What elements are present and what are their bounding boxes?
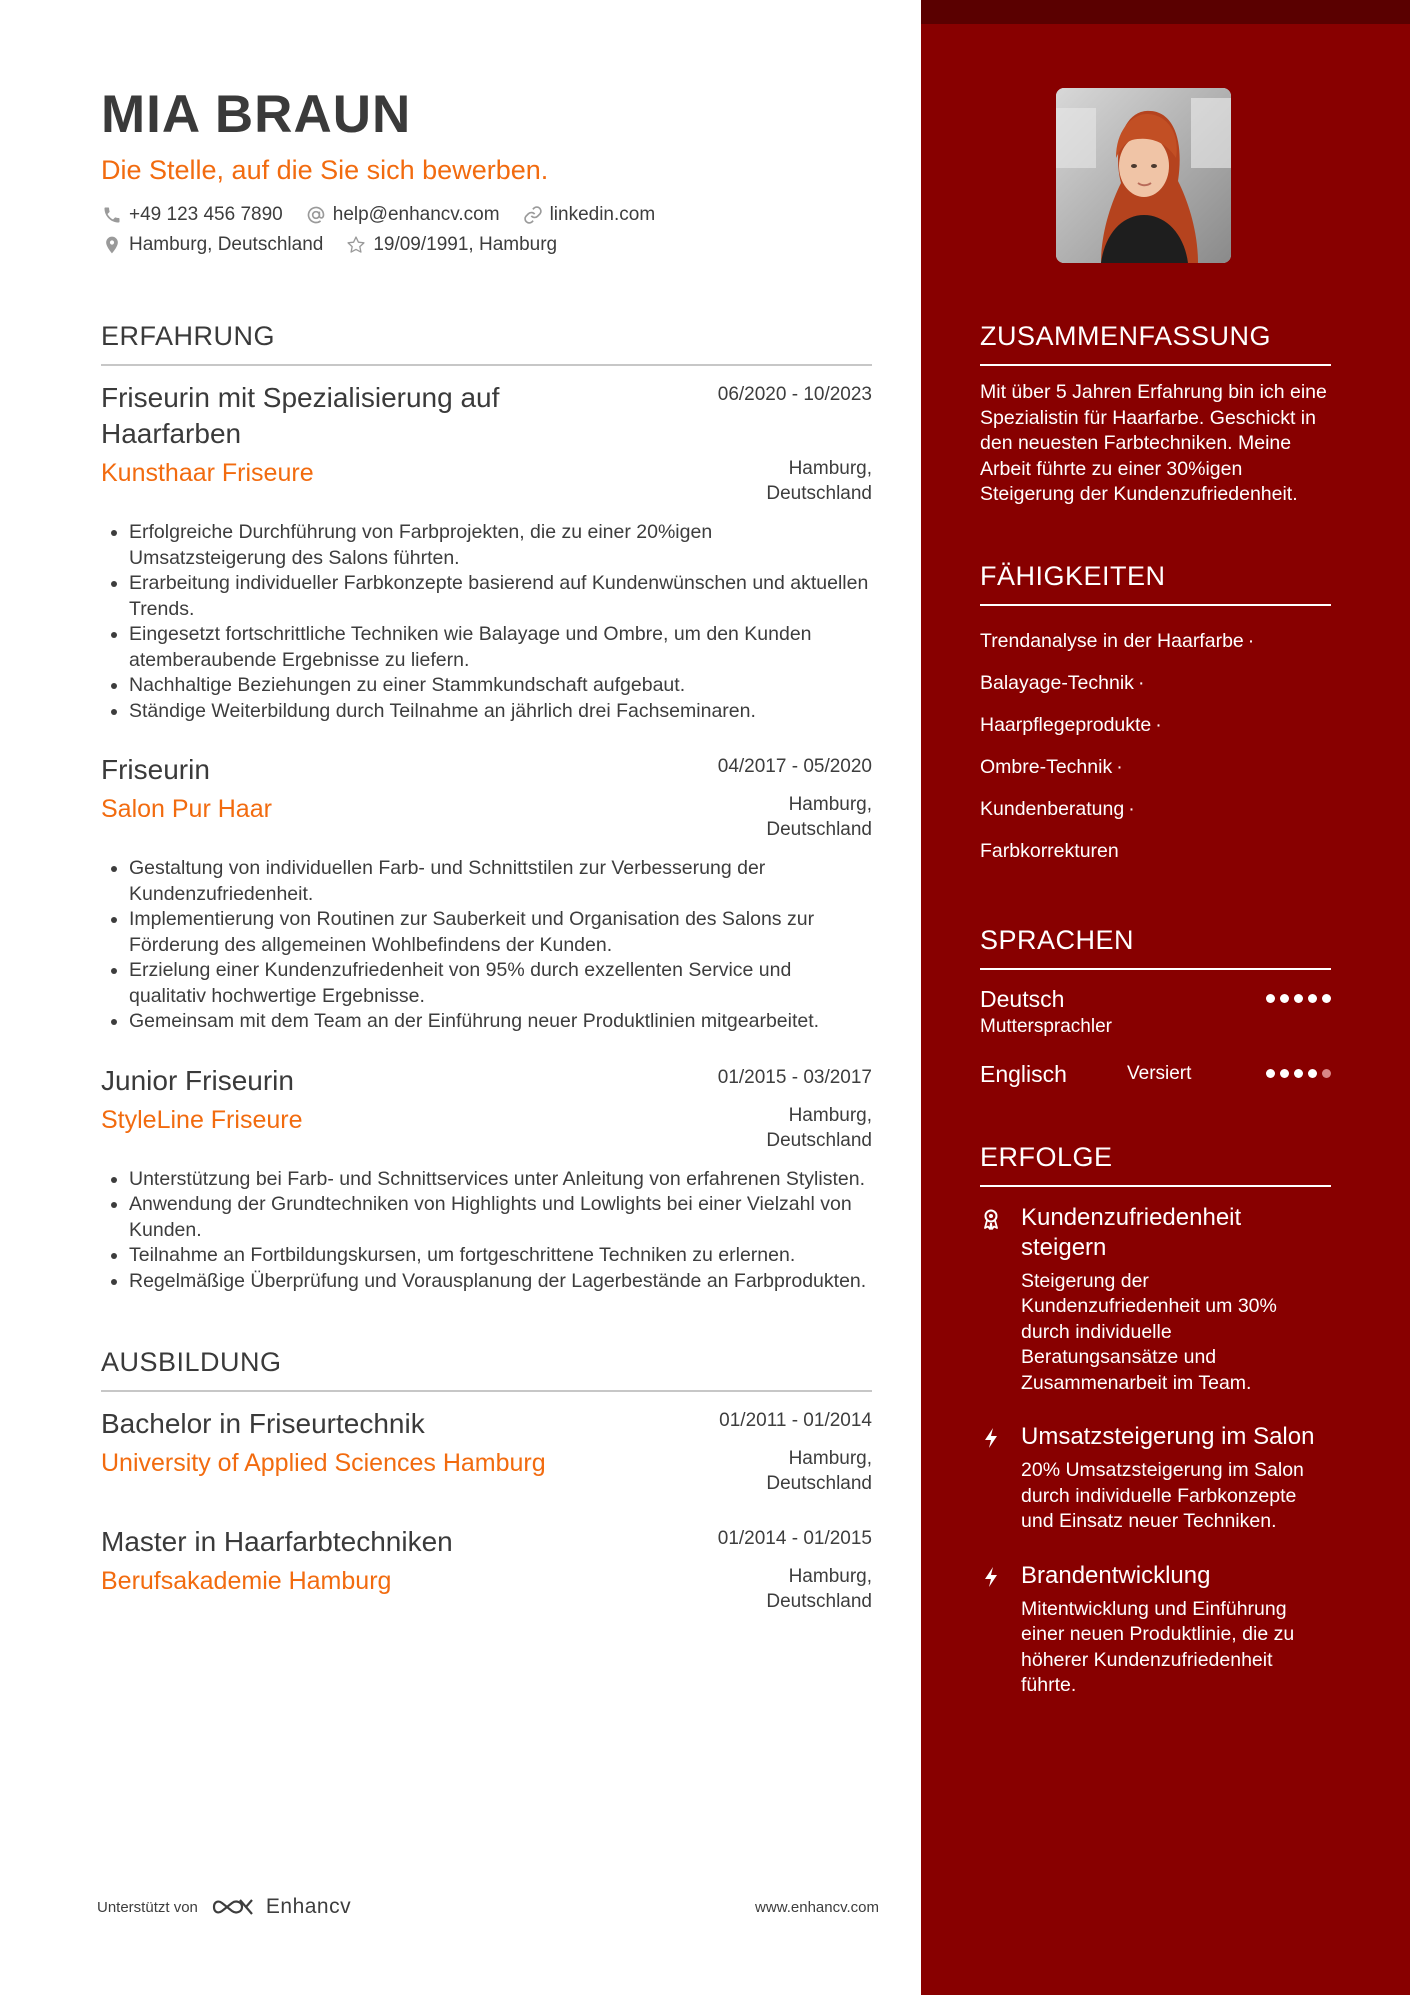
enhancv-logo-icon — [210, 1895, 256, 1919]
rating-dot-filled — [1266, 1069, 1275, 1078]
candidate-name: MIA BRAUN — [101, 85, 412, 144]
email-contact[interactable] — [305, 204, 500, 226]
bullet-item: • Gemeinsam mit dem Team an der Einführung neuer Produktlinien mitgearbeitet. — [129, 1009, 872, 1035]
linkedin-url: linkedin.com — [549, 204, 656, 225]
skill-separator: · — [1247, 629, 1255, 652]
education-heading: AUSBILDUNG — [101, 1344, 872, 1392]
skills-heading: FÄHIGKEITEN — [980, 558, 1331, 606]
bullet-item: • Regelmäßige Überprüfung und Vorausplanung der Lagerbestände an Farbprodukten. — [129, 1269, 872, 1295]
skill-label: Trendanalyse in der Haarfarbe — [980, 629, 1244, 652]
job-bullets — [101, 856, 872, 1035]
achievement-title: Brandentwicklung — [1021, 1561, 1211, 1589]
bullet-item: • Anwendung der Grundtechniken von Highlights und Lowlights bei einer Vielzahl von Kunden. — [129, 1192, 872, 1243]
job-location: Hamburg, Deutschland — [766, 1104, 872, 1151]
rating-dot-filled — [1294, 994, 1303, 1003]
skill-separator: · — [1116, 755, 1123, 778]
school-location: Hamburg, Deutschland — [766, 1566, 872, 1612]
language-name: Deutsch — [980, 985, 1065, 1012]
experience-heading: ERFAHRUNG — [101, 318, 872, 366]
experience-entry — [101, 1063, 872, 1295]
birth-contact — [345, 234, 557, 256]
rating-dot-filled — [1322, 994, 1331, 1003]
education-entry — [101, 1524, 872, 1614]
job-title: Friseurin mit Spezialisierung auf Haarfarben — [101, 382, 500, 449]
job-title: Junior Friseurin — [101, 1064, 294, 1096]
rating-dot-filled — [1266, 994, 1275, 1003]
link-icon — [522, 204, 544, 226]
summary-section — [980, 318, 1331, 508]
contact-info — [101, 200, 872, 260]
profile-photo — [1056, 88, 1231, 263]
company-name: Salon Pur Haar — [101, 795, 272, 823]
language-rating — [1261, 984, 1331, 1014]
achievement-title: Kundenzufriedenheit steigern — [1021, 1203, 1242, 1261]
sidebar — [921, 0, 1410, 1995]
bullet-item: • Unterstützung bei Farb- und Schnittservices unter Anleitung von erfahrenen Stylisten. — [129, 1167, 872, 1193]
at-sign-icon — [305, 204, 327, 226]
achievement-item — [980, 1422, 1331, 1535]
star-icon — [345, 234, 367, 256]
bullet-item: • Eingesetzt fortschrittliche Techniken wie Balayage und Ombre, um den Kunden atemberaubende Ergebnisse zu liefern. — [129, 622, 872, 673]
language-level: Muttersprachler — [980, 1015, 1112, 1037]
sidebar-content — [980, 318, 1331, 1699]
rating-dot-filled — [1280, 994, 1289, 1003]
skill-label: Haarpflegeprodukte — [980, 713, 1152, 736]
job-bullets — [101, 520, 872, 724]
experience-entry — [101, 380, 872, 724]
job-title: Friseurin — [101, 754, 210, 785]
skill-separator: · — [1155, 713, 1162, 736]
sidebar-top-bar — [921, 0, 1410, 24]
lightning-icon — [980, 1561, 1002, 1591]
achievement-desc: Mitentwicklung und Einführung einer neuen Produktlinie, die zu höherer Kundenzufriedenheit führte. — [1021, 1597, 1295, 1696]
skill-label: Ombre-Technik — [980, 755, 1113, 778]
experience-section — [101, 318, 872, 1294]
rating-dot-filled — [1308, 994, 1317, 1003]
experience-entry — [101, 752, 872, 1035]
language-level: Versiert — [1127, 1062, 1192, 1084]
degree-title: Bachelor in Friseurtechnik — [101, 1408, 425, 1439]
achievement-item — [980, 1561, 1331, 1699]
summary-text: Mit über 5 Jahren Erfahrung bin ich eine Spezialistin für Haarfarbe. Geschickt in den neuesten Farbtechniken. Meine Arbeit führte zu einer 30%igen Steigerung der Kundenzufriedenheit. — [980, 381, 1327, 505]
skill-label: Kundenberatung — [980, 797, 1125, 820]
award-icon — [980, 1203, 1002, 1233]
bullet-item: • Gestaltung von individuellen Farb- und Schnittstilen zur Verbesserung der Kundenzufriedenheit. — [129, 856, 872, 907]
skills-section — [980, 558, 1331, 872]
summary-heading: ZUSAMMENFASSUNG — [980, 318, 1331, 366]
skill-item — [980, 788, 1331, 830]
linkedin-contact[interactable] — [522, 204, 656, 226]
language-rating — [1261, 1059, 1331, 1089]
company-name: StyleLine Friseure — [101, 1105, 303, 1134]
bullet-item: • Implementierung von Routinen zur Sauberkeit und Organisation des Salons zur Förderung des allgemeinen Wohlbefindens der Kunden. — [129, 907, 872, 958]
skill-item — [980, 830, 1331, 872]
school-location: Hamburg, Deutschland — [766, 1448, 872, 1494]
language-item — [980, 984, 1331, 1039]
phone-number: +49 123 456 7890 — [129, 204, 283, 225]
language-item — [980, 1059, 1331, 1089]
achievements-heading: ERFOLGE — [980, 1139, 1331, 1187]
languages-section — [980, 922, 1331, 1089]
job-location: Hamburg, Deutschland — [766, 458, 872, 504]
skill-label: Balayage-Technik — [980, 671, 1134, 694]
bullet-item: • Nachhaltige Beziehungen zu einer Stammkundschaft aufgebaut. — [129, 673, 872, 699]
enhancv-logo[interactable] — [210, 1895, 351, 1919]
bullet-item: • Erarbeitung individueller Farbkonzepte basierend auf Kundenwünschen und aktuellen Trends. — [129, 571, 872, 622]
degree-dates: 01/2011 - 01/2014 — [719, 1410, 872, 1431]
bullet-item: • Ständige Weiterbildung durch Teilnahme an jährlich drei Fachseminaren. — [129, 699, 872, 725]
location-contact — [101, 234, 323, 256]
location-pin-icon — [101, 234, 123, 256]
powered-by — [97, 1895, 351, 1919]
school-name: Berufsakademie Hamburg — [101, 1567, 392, 1595]
enhancv-brand: Enhancv — [265, 1895, 352, 1918]
bullet-item: • Erzielung einer Kundenzufriedenheit von 95% durch exzellenten Service und qualitativ hochwertige Ergebnisse. — [129, 958, 872, 1009]
skill-item — [980, 662, 1331, 704]
footer-url[interactable]: www.enhancv.com — [755, 1898, 879, 1916]
language-name: Englisch — [980, 1060, 1067, 1087]
main-column — [101, 80, 872, 1614]
company-name: Kunsthaar Friseure — [101, 459, 314, 487]
job-dates: 01/2015 - 03/2017 — [717, 1066, 872, 1088]
job-tagline: Die Stelle, auf die Sie sich bewerben. — [101, 155, 549, 185]
phone-icon — [101, 204, 123, 226]
bullet-item: • Erfolgreiche Durchführung von Farbprojekten, die zu einer 20%igen Umsatzsteigerung des Salons führten. — [129, 520, 872, 571]
education-section — [101, 1344, 872, 1614]
job-location: Hamburg, Deutschland — [766, 794, 872, 840]
skill-label: Farbkorrekturen — [980, 839, 1119, 862]
languages-heading: SPRACHEN — [980, 922, 1331, 970]
footer — [97, 1895, 879, 1919]
achievement-title: Umsatzsteigerung im Salon — [1021, 1423, 1315, 1450]
job-dates: 06/2020 - 10/2023 — [717, 384, 872, 405]
degree-title: Master in Haarfarbtechniken — [101, 1526, 453, 1557]
degree-dates: 01/2014 - 01/2015 — [717, 1528, 872, 1549]
rating-dot-filled — [1294, 1069, 1303, 1078]
email-address: help@enhancv.com — [332, 204, 500, 225]
phone-contact[interactable] — [101, 204, 283, 226]
skill-separator: · — [1137, 671, 1145, 694]
rating-dot-filled — [1280, 1069, 1289, 1078]
birth-info: 19/09/1991, Hamburg — [373, 234, 558, 255]
school-name: University of Applied Sciences Hamburg — [101, 1449, 546, 1477]
skills-list — [980, 620, 1331, 872]
job-bullets — [101, 1167, 872, 1295]
achievements-section — [980, 1139, 1331, 1699]
skill-separator: · — [1128, 797, 1135, 820]
rating-dot-filled — [1308, 1069, 1317, 1078]
achievement-desc: 20% Umsatzsteigerung im Salon durch individuelle Farbkonzepte und Einsatz neuer Techniken. — [1021, 1459, 1304, 1532]
skill-item — [980, 704, 1331, 746]
achievement-item — [980, 1203, 1331, 1397]
location-text: Hamburg, Deutschland — [129, 234, 324, 255]
achievement-desc: Steigerung der Kundenzufriedenheit um 30% durch individuelle Beratungsansätze und Zusammenarbeit im Team. — [1021, 1269, 1277, 1394]
education-entry — [101, 1406, 872, 1496]
job-dates: 04/2017 - 05/2020 — [717, 756, 872, 777]
powered-by-label: Unterstützt von — [97, 1898, 198, 1916]
skill-item — [980, 746, 1331, 788]
rating-dot-empty — [1322, 1069, 1331, 1078]
bullet-item: • Teilnahme an Fortbildungskursen, um fortgeschrittene Techniken zu erlernen. — [129, 1243, 872, 1269]
lightning-icon — [980, 1422, 1002, 1452]
skill-item — [980, 620, 1331, 662]
